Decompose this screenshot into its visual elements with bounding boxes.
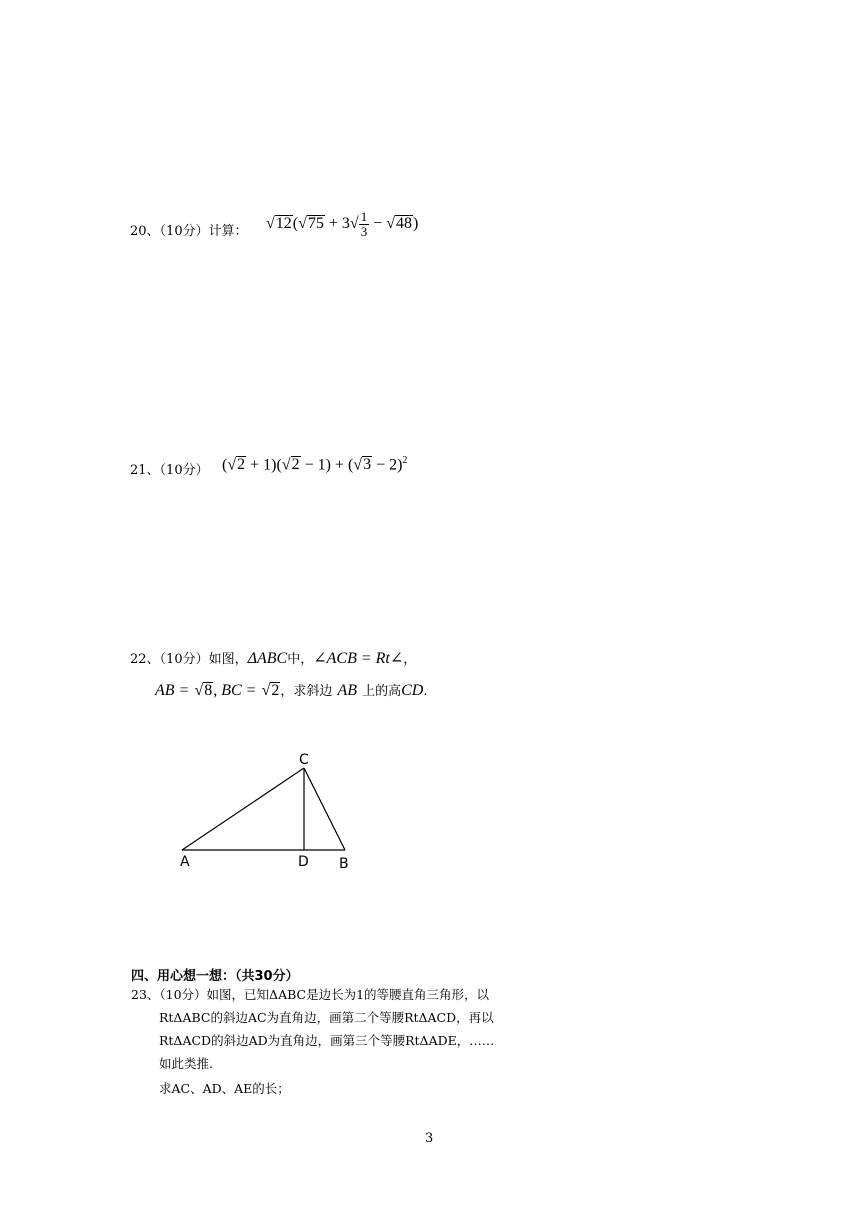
fraction: $\frac{1}{3}$ <box>360 209 368 239</box>
q23-line3: RtΔACD的斜边AD为直角边，画第三个等腰RtΔADE，…… <box>159 1033 495 1048</box>
q23-line2: RtΔABC的斜边AC为直角边，画第二个等腰RtΔACD，再以 <box>159 1010 494 1025</box>
triangle-diagram <box>170 748 370 878</box>
label-d: D <box>298 854 309 870</box>
label-c: C <box>299 752 309 768</box>
q20-label: 20、（10分）计算： <box>130 224 248 239</box>
q20-expression: √12(√75 + 3√ $\frac{1}{3}$ − √48) <box>266 209 419 239</box>
label-a: A <box>180 854 190 870</box>
q23-line4: 如此类推. <box>159 1056 213 1071</box>
side-ac <box>182 768 304 850</box>
q22-line2: AB = √8, BC = √2，求斜边 AB 上的高CD. <box>155 682 428 699</box>
page-number: 3 <box>425 1131 434 1146</box>
q23-line1: 23、（10分）如图，已知ΔABC是边长为1的等腰直角三角形，以 <box>131 987 490 1002</box>
q21-label: 21、（10分） <box>130 463 209 478</box>
side-bc <box>304 768 345 850</box>
q21-expression: $(√2 + 1)(√2 - 1) + (√3 - 2)^2$ <box>222 455 408 474</box>
label-b: B <box>339 856 349 872</box>
section-heading: 四、用心想一想：（共30分） <box>131 969 299 984</box>
q23-line5: 求AC、AD、AE的长； <box>159 1081 290 1096</box>
q22-line1: 22、（10分）如图，ΔABC中，∠ACB = Rt∠， <box>130 650 417 667</box>
